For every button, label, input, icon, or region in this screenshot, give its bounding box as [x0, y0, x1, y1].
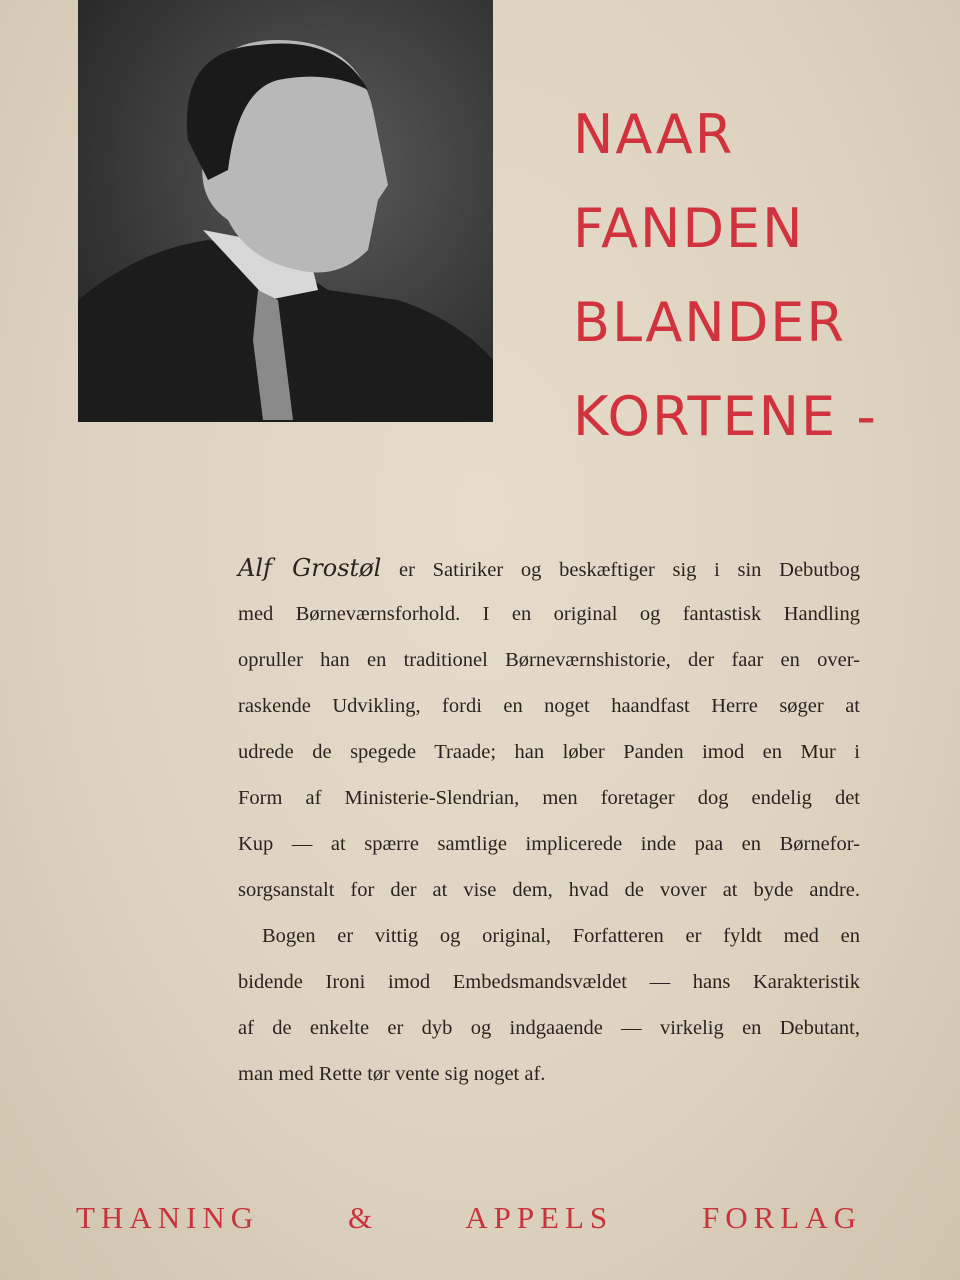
- blurb-line: udrede de spegede Traade; han løber Panden imod en Mur i: [238, 741, 860, 763]
- blurb-line: sorgsanstalt for der at vise dem, hvad de vover at byde andre.: [238, 879, 860, 901]
- blurb-line: med Børneværnsforhold. I en original og fantastisk Handling: [238, 603, 860, 625]
- portrait-image: [78, 0, 493, 422]
- author-name: Alf Grostøl: [238, 554, 382, 582]
- title-line: BLANDER: [573, 291, 846, 354]
- blurb-line: opruller han en traditionel Børneværnshistorie, der faar en over-: [238, 649, 860, 671]
- blurb-line: raskende Udvikling, fordi en noget haandfast Herre søger at: [238, 695, 860, 717]
- blurb-line: man med Rette tør vente sig noget af.: [238, 1063, 546, 1085]
- publisher-name: THANING & APPELS FORLAG: [76, 1200, 862, 1235]
- blurb-line: Form af Ministerie-Slendrian, men foretager dog endelig det: [238, 787, 860, 809]
- blurb-line: Bogen er vittig og original, Forfatteren er fyldt med en: [262, 925, 860, 947]
- blurb-line: Kup — at spærre samtlige implicerede inde paa en Børnefor-: [238, 833, 860, 855]
- title-line: FANDEN: [573, 197, 805, 260]
- author-portrait-photo: [78, 0, 493, 422]
- title-line: NAAR: [573, 103, 735, 166]
- blurb-line-text: er Satiriker og beskæftiger sig i sin Debutbog: [381, 559, 860, 581]
- blurb: [238, 552, 860, 1104]
- blurb-line: bidende Ironi imod Embedsmandsvældet — hans Karakteristik: [238, 971, 860, 993]
- blurb-line: [238, 552, 860, 598]
- book-title: [573, 88, 878, 464]
- blurb-line: af de enkelte er dyb og indgaaende — virkelig en Debutant,: [238, 1017, 860, 1039]
- title-line: KORTENE -: [573, 385, 878, 448]
